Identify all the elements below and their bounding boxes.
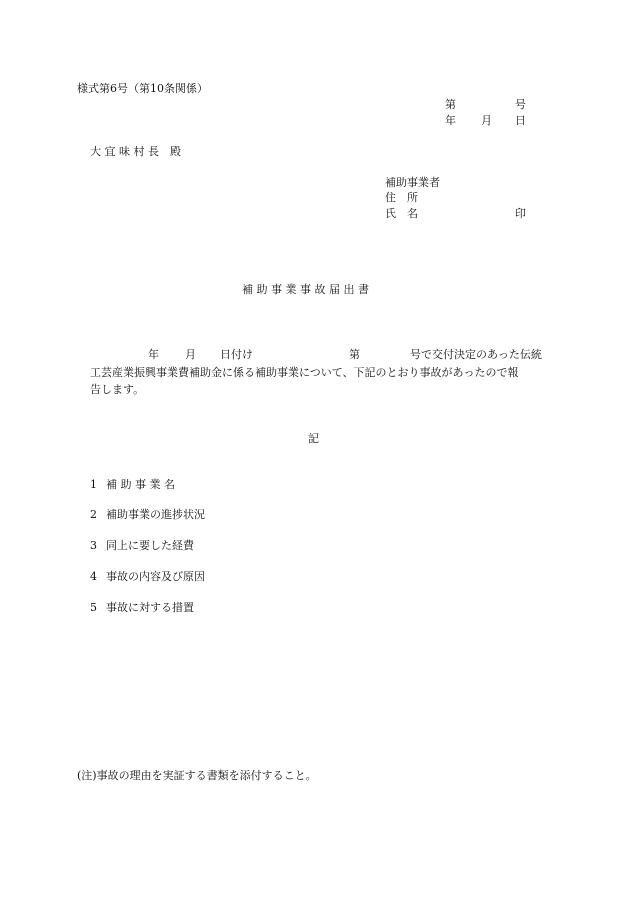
item-label-project-name: 補 助 事 業 名 xyxy=(106,478,175,491)
item-label-progress: 補助事業の進捗状況 xyxy=(106,508,205,521)
doc-number-go: 号 xyxy=(515,98,526,111)
document-title: 補 助 事 業 事 故 届 出 書 xyxy=(242,283,369,296)
item-number: 2 xyxy=(90,508,97,521)
form-number: 様式第6号（第10条関係） xyxy=(77,82,208,95)
applicant-title: 補助事業者 xyxy=(385,176,440,189)
item-label-expenses: 同上に要した経費 xyxy=(106,539,194,552)
item-number: 3 xyxy=(90,539,97,552)
applicant-address-label: 住 所 xyxy=(385,191,418,204)
body-line3: 告します。 xyxy=(90,383,145,396)
date-year-label: 年 xyxy=(445,114,456,127)
item-label-measures: 事故に対する措置 xyxy=(106,601,194,614)
body-line1-tail: 号で交付決定のあった伝統 xyxy=(410,348,542,361)
date-month-label: 月 xyxy=(481,114,492,127)
doc-number-dai: 第 xyxy=(445,98,456,111)
body-month-label: 月 xyxy=(185,348,196,361)
body-year-label: 年 xyxy=(148,348,159,361)
item-number: 1 xyxy=(90,478,97,491)
item-number: 5 xyxy=(90,601,97,614)
body-line2: 工芸産業振興事業費補助金に係る補助事業について、下記のとおり事故があったので報 xyxy=(90,366,519,379)
seal-mark: 印 xyxy=(515,207,526,220)
body-dai: 第 xyxy=(349,348,360,361)
applicant-name-label: 氏 名 xyxy=(385,207,418,220)
item-label-accident-details: 事故の内容及び原因 xyxy=(106,570,205,583)
addressee: 大 宜 味 村 長 殿 xyxy=(90,145,181,158)
ki-heading: 記 xyxy=(308,432,319,445)
body-date-suffix: 日付け xyxy=(220,348,253,361)
date-day-label: 日 xyxy=(515,114,526,127)
footnote: (注)事故の理由を実証する書類を添付すること。 xyxy=(77,769,317,782)
item-number: 4 xyxy=(90,570,97,583)
